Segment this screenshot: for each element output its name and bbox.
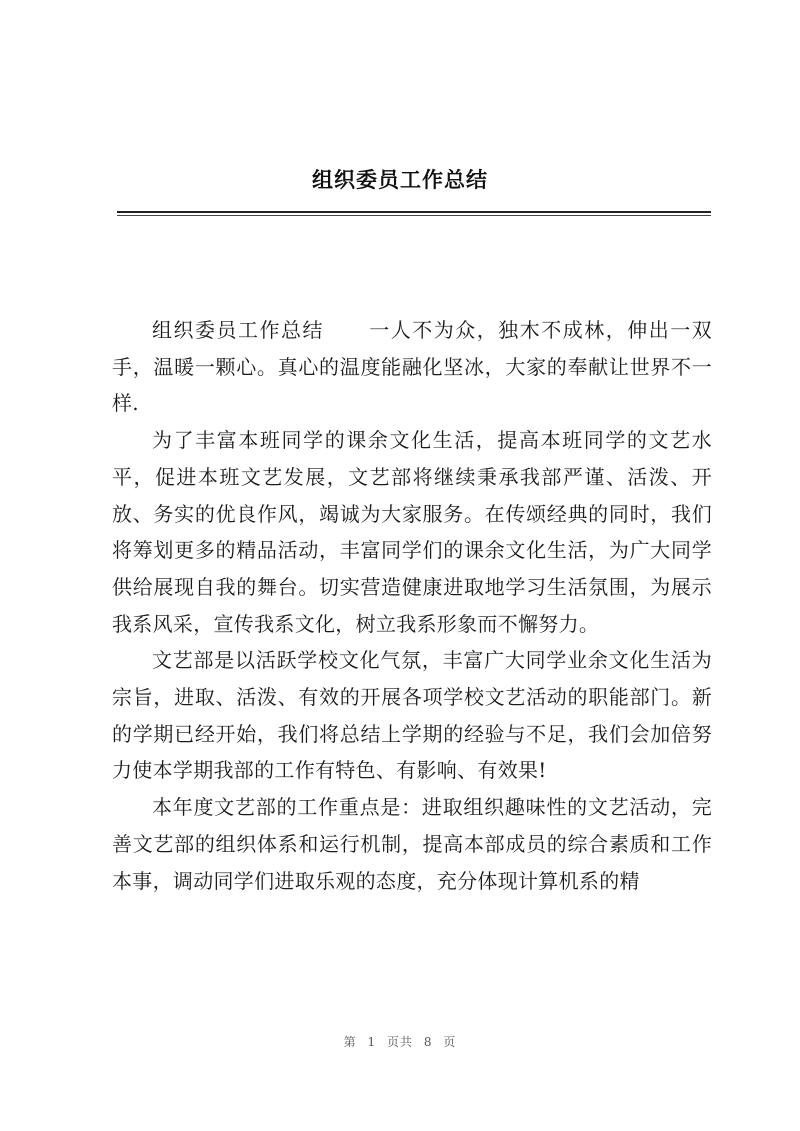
paragraph-1 (112, 312, 712, 422)
paragraph-lead: 组织委员工作总结 (152, 318, 324, 342)
paragraph-4: 本年度文艺部的工作重点是：进取组织趣味性的文艺活动，完善文艺部的组织体系和运行机制，提高本部成员的综合素质和工作本事，调动同学们进取乐观的态度，充分体现计算机系的精 (112, 795, 712, 893)
paragraph-3: 文艺部是以活跃学校文化气氛，丰富广大同学业余文化生活为宗旨，进取、活泼、有效的开展各项学校文艺活动的职能部门。新的学期已经开始，我们将总结上学期的经验与不足，我们会加倍努力使本学期我部的工作有特色、有影响、有效果! (112, 648, 712, 783)
paragraph-text: 一人不为众，独木不成林，伸出一双手，温暖一颗心。真心的温度能融化坚冰，大家的奉献让世界不一样. (112, 318, 712, 416)
page-footer (0, 1033, 800, 1050)
footer-prefix: 第 (343, 1035, 357, 1049)
title-divider-thin (117, 215, 711, 216)
paragraph-2: 为了丰富本班同学的课余文化生活，提高本班同学的文艺水平，促进本班文艺发展，文艺部将继续秉承我部严谨、活泼、开放、务实的优良作风，竭诚为大家服务。在传颂经典的同时，我们将筹划更多的精品活动，丰富同学们的课余文化生活，为广大同学供给展现自我的舞台。切实营造健康进取地学习生活氛围，为展示我系风采，宣传我系文化，树立我系形象而不懈努力。 (112, 428, 712, 636)
footer-current-page: 1 (367, 1035, 377, 1049)
footer-suffix: 页 (443, 1035, 457, 1049)
page-title: 组织委员工作总结 (312, 168, 488, 192)
footer-middle: 页共 (386, 1035, 413, 1049)
document-body (112, 312, 712, 899)
footer-total-pages: 8 (423, 1035, 433, 1049)
title-divider (117, 211, 711, 213)
